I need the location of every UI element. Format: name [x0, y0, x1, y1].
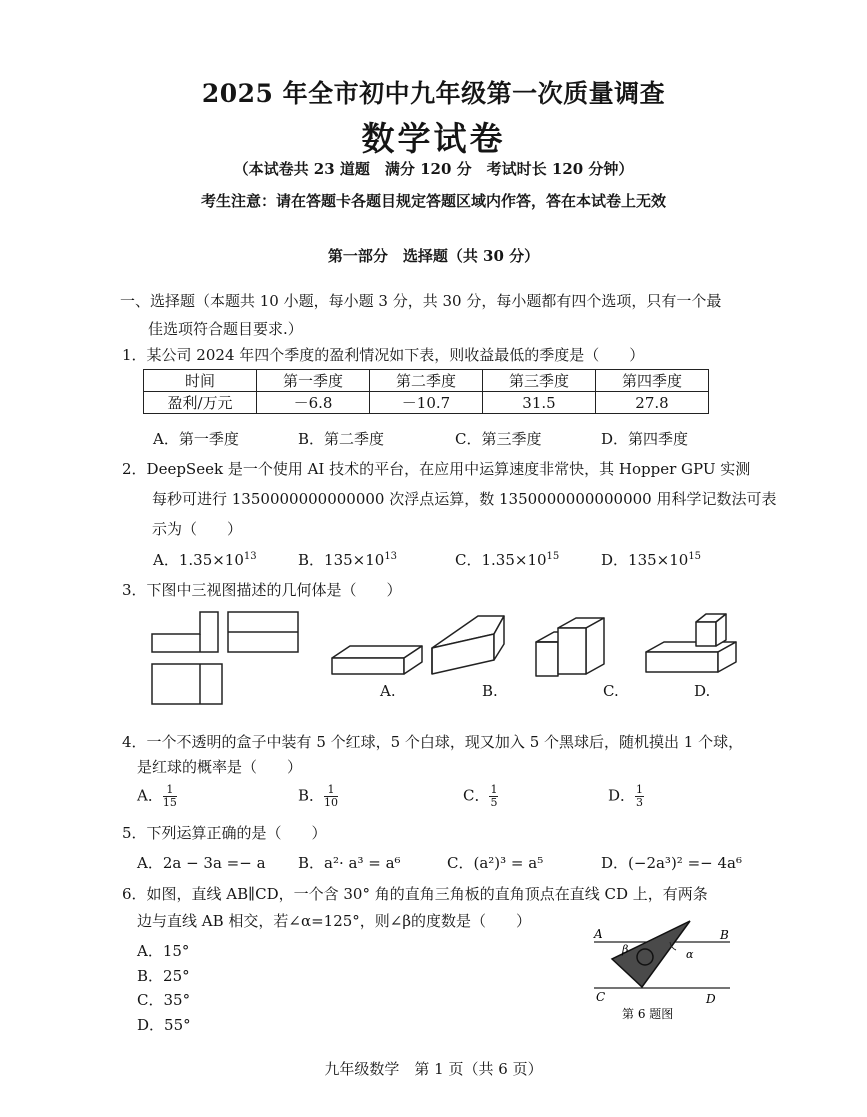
- table-header-row: [144, 370, 709, 392]
- table-cell: 第三季度: [483, 370, 596, 392]
- q1-option-d: D．第四季度: [601, 430, 689, 448]
- q5-option-b: B．a²· a³ = a⁶: [298, 854, 401, 872]
- q6-option-c: C．35°: [137, 991, 191, 1009]
- table-cell: 时间: [144, 370, 257, 392]
- table-row: [144, 392, 709, 414]
- q5-option-a: A．2a − 3a =− a: [137, 854, 266, 872]
- solid-options-figure: [328, 612, 748, 682]
- q4-option-d: D． $\frac{1}{3}$: [608, 783, 644, 809]
- table-cell: 盈利/万元: [144, 392, 257, 414]
- three-view-figure: [148, 608, 308, 708]
- beta-label: β: [622, 943, 629, 956]
- question-5: 5．下列运算正确的是（ ）: [122, 824, 327, 842]
- q2-option-c: C．$1.35\times 10^{15}$: [455, 551, 560, 569]
- q4-option-a: A． $\frac{1}{15}$: [137, 783, 177, 809]
- q3-option-d: D.: [694, 682, 711, 700]
- section-heading: 一、选择题（本题共 10 小题，每小题 3 分，共 30 分，每小题都有四个选项，只有一个最: [120, 292, 722, 310]
- q6-option-a: A．15°: [137, 942, 190, 960]
- section-heading-cont: 佳选项符合题目要求.）: [148, 320, 303, 338]
- question-2: 2．DeepSeek 是一个使用 AI 技术的平台，在应用中运算速度非常快，其 Hopper GPU 实测: [122, 460, 751, 478]
- question-1: 1．某公司 2024 年四个季度的盈利情况如下表，则收益最低的季度是（ ）: [122, 346, 645, 364]
- part-title: 第一部分 选择题（共 30 分）: [327, 247, 540, 265]
- question-4: 4．一个不透明的盒子中装有 5 个红球，5 个白球，现又加入 5 个黑球后，随机摸出 1 个球，: [122, 733, 744, 751]
- table-cell: 第一季度: [257, 370, 370, 392]
- question-3: 3．下图中三视图描述的几何体是（ ）: [122, 581, 402, 599]
- table-cell: 31.5: [483, 392, 596, 414]
- table-cell: 第四季度: [596, 370, 709, 392]
- alpha-label: α: [686, 948, 694, 961]
- table-cell: 第二季度: [370, 370, 483, 392]
- q4-option-b: B． $\frac{1}{10}$: [298, 783, 339, 809]
- question-6-line2: 边与直线 AB 相交，若∠α=125°，则∠β的度数是（ ）: [137, 912, 532, 930]
- q5-option-d: D．(−2a³)² =− 4a⁶: [601, 854, 742, 872]
- q3-option-a: A.: [380, 682, 396, 700]
- question-2-line2: 每秒可进行 1350000000000000 次浮点运算，数 1350000000000000 用科学记数法可表: [152, 490, 777, 508]
- q3-option-c: C.: [603, 682, 619, 700]
- q2-option-d: D．$135\times 10^{15}$: [601, 551, 702, 569]
- point-b-label: B: [720, 928, 729, 942]
- page-footer: 九年级数学 第 1 页（共 6 页）: [324, 1060, 543, 1078]
- exam-info: （本试卷共 23 道题 满分 120 分 考试时长 120 分钟）: [233, 160, 634, 178]
- profit-table: [143, 369, 709, 414]
- q6-option-b: B．25°: [137, 967, 190, 985]
- point-a-label: A: [594, 927, 603, 941]
- table-cell: 27.8: [596, 392, 709, 414]
- q5-option-c: C．(a²)³ = a⁵: [447, 854, 544, 872]
- q2-option-a: A．$1.35\times 10^{13}$: [153, 551, 257, 569]
- point-d-label: D: [706, 992, 716, 1006]
- q6-geometry-figure: [590, 915, 750, 1027]
- table-cell: －10.7: [370, 392, 483, 414]
- figure-caption: 第 6 题图: [622, 1007, 674, 1021]
- subject-title: 数学试卷: [361, 119, 506, 158]
- q6-option-d: D．55°: [137, 1016, 191, 1034]
- question-6: 6．如图，直线 AB∥CD，一个含 30° 角的直角三角板的直角顶点在直线 CD 上，有两条: [122, 885, 708, 903]
- q1-option-b: B．第二季度: [298, 430, 385, 448]
- exam-notice: 考生注意：请在答题卡各题目规定答题区域内作答，答在本试卷上无效: [200, 192, 666, 210]
- table-cell: －6.8: [257, 392, 370, 414]
- q1-option-a: A．第一季度: [153, 430, 239, 448]
- exam-title: 2025 年全市初中九年级第一次质量调查: [201, 79, 666, 108]
- question-4-line2: 是红球的概率是（ ）: [137, 758, 303, 776]
- question-2-line3: 示为（ ）: [152, 520, 243, 538]
- q4-option-c: C． $\frac{1}{5}$: [463, 783, 498, 809]
- q3-option-b: B.: [482, 682, 498, 700]
- q2-option-b: B．$135\times 10^{13}$: [298, 551, 398, 569]
- q1-option-c: C．第三季度: [455, 430, 542, 448]
- point-c-label: C: [596, 990, 606, 1004]
